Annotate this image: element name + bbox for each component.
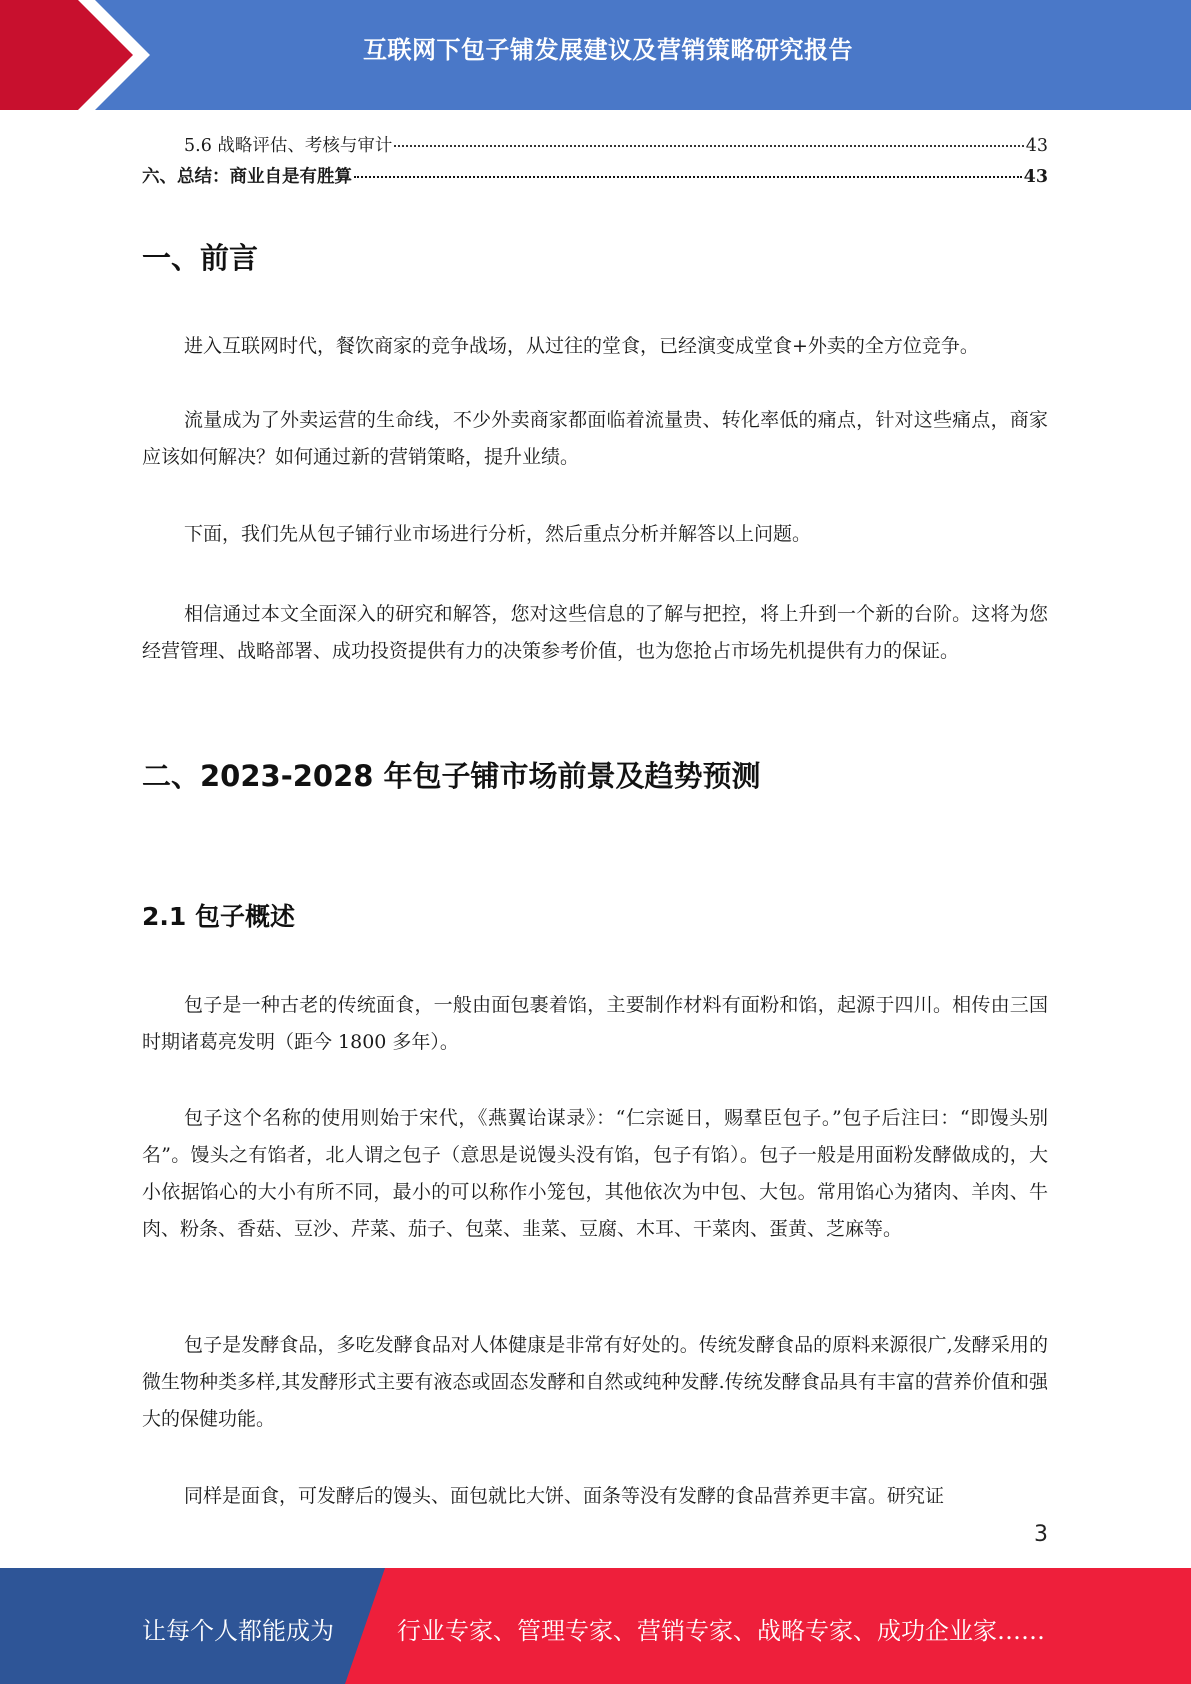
page-footer	[0, 1568, 1191, 1684]
header-title: 互联网下包子铺发展建议及营销策略研究报告	[363, 36, 853, 64]
page-header	[0, 0, 1191, 110]
toc-entry[interactable]	[142, 163, 1048, 188]
sub-heading: 2.1 包子概述	[142, 902, 295, 931]
toc-entry[interactable]	[142, 132, 1048, 157]
toc-entry-label: 六、总结：商业自是有胜算	[142, 167, 352, 187]
paragraph: 相信通过本文全面深入的研究和解答，您对这些信息的了解与把控，将上升到一个新的台阶。这将为您经营管理、战略部署、成功投资提供有力的决策参考价值，也为您抢占市场先机提供有力的保证。	[142, 603, 1048, 662]
section-heading: 一、前言	[142, 241, 259, 275]
toc-entry-page: 43	[1025, 136, 1048, 156]
paragraph: 流量成为了外卖运营的生命线，不少外卖商家都面临着流量贵、转化率低的痛点，针对这些痛点，商家应该如何解决？如何通过新的营销策略，提升业绩。	[142, 409, 1048, 468]
footer-slogan-left: 让每个人都能成为	[142, 1617, 334, 1645]
toc-leader-dots	[394, 145, 1023, 147]
paragraph: 包子这个名称的使用则始于宋代，《燕翼诒谋录》：“仁宗诞日，赐羣臣包子。”包子后注曰：“即馒头别名”。馒头之有馅者，北人谓之包子（意思是说馒头没有馅，包子有馅）。包子一般是用面粉发酵做成的，大小依据馅心的大小有所不同，最小的可以称作小笼包，其他依次为中包、大包。常用馅心为猪肉、羊肉、牛肉、粉条、香菇、豆沙、芹菜、茄子、包菜、韭菜、豆腐、木耳、干菜肉、蛋黄、芝麻等。	[142, 1107, 1048, 1240]
toc-leader-dots	[354, 176, 1022, 178]
paragraph: 同样是面食，可发酵后的馒头、面包就比大饼、面条等没有发酵的食品营养更丰富。研究证	[184, 1485, 945, 1507]
section-heading: 二、2023-2028 年包子铺市场前景及趋势预测	[142, 759, 761, 793]
toc-entry-page: 43	[1023, 167, 1048, 187]
footer-slogan-right: 行业专家、管理专家、营销专家、战略专家、成功企业家……	[397, 1617, 1045, 1645]
paragraph: 进入互联网时代，餐饮商家的竞争战场，从过往的堂食，已经演变成堂食+外卖的全方位竞争。	[184, 335, 979, 357]
toc-entry-label: 5.6 战略评估、考核与审计	[184, 136, 393, 156]
paragraph: 包子是一种古老的传统面食，一般由面包裹着馅，主要制作材料有面粉和馅，起源于四川。相传由三国时期诸葛亮发明（距今 1800 多年）。	[142, 994, 1048, 1053]
page-number: 3	[1034, 1522, 1048, 1547]
paragraph: 下面，我们先从包子铺行业市场进行分析，然后重点分析并解答以上问题。	[184, 523, 812, 545]
paragraph: 包子是发酵食品，多吃发酵食品对人体健康是非常有好处的。传统发酵食品的原料来源很广,发酵采用的微生物种类多样,其发酵形式主要有液态或固态发酵和自然或纯种发酵.传统发酵食品具有丰富的营养价值和强大的保健功能。	[142, 1334, 1048, 1430]
